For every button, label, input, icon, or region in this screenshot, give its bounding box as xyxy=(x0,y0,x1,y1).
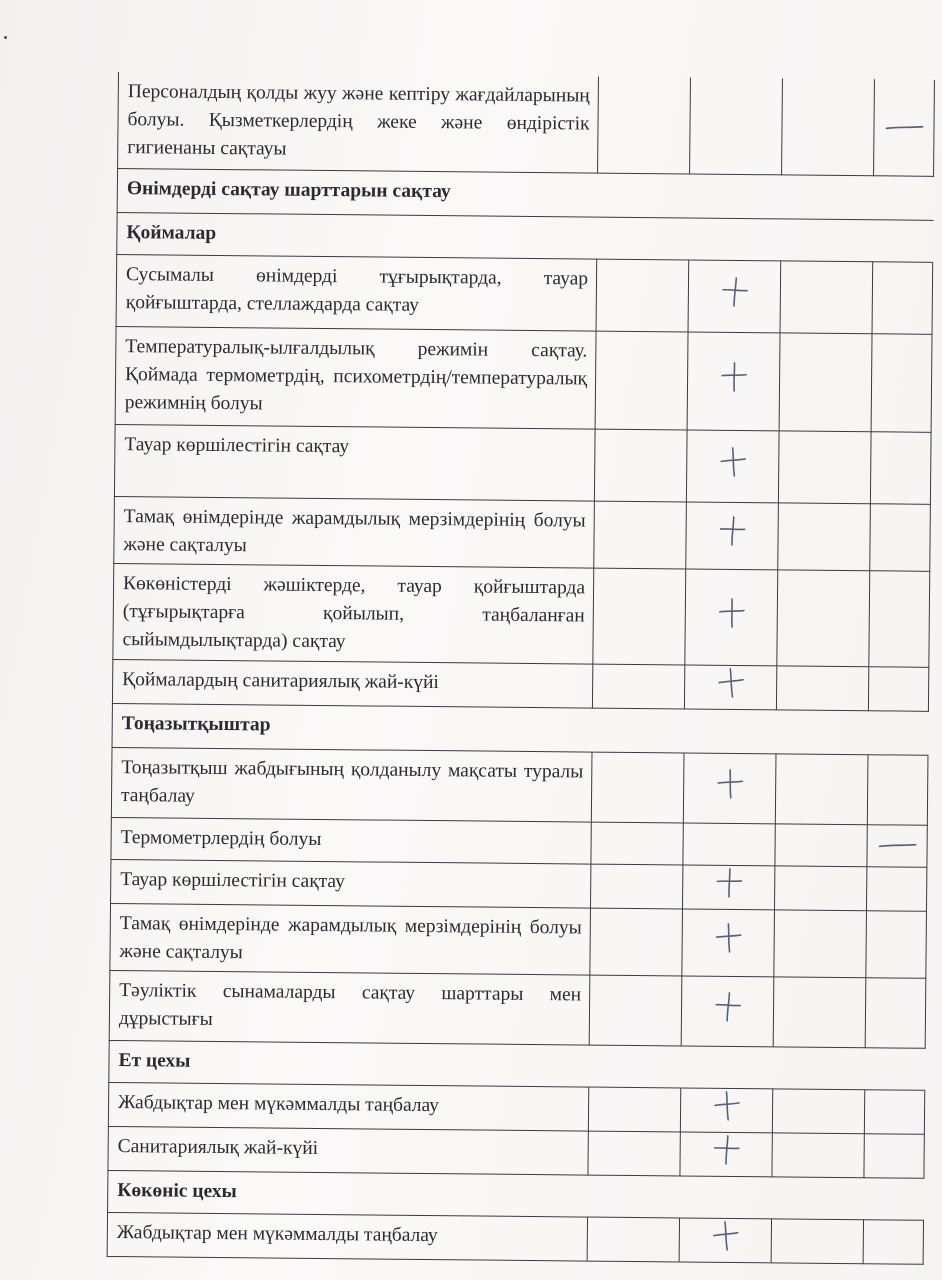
empty-mark-cell xyxy=(870,503,931,571)
handwritten-plus-icon xyxy=(716,665,746,699)
empty-mark-cell xyxy=(591,752,684,823)
dash-mark-cell xyxy=(874,79,935,176)
empty-mark-cell xyxy=(595,331,688,430)
handwritten-plus-icon xyxy=(714,865,744,899)
empty-mark-cell xyxy=(778,502,871,570)
criterion-text: Термометрлердің болуы xyxy=(111,817,591,864)
criterion-text: Санитариялық жай-күйі xyxy=(108,1126,588,1175)
plus-mark-cell xyxy=(686,429,779,502)
plus-mark-cell xyxy=(680,1087,772,1132)
criterion-text: Тауар көршілестігін сақтау xyxy=(111,859,591,908)
criterion-text: Тауар көршілестігін сақтау xyxy=(114,424,595,501)
empty-mark-cell xyxy=(866,866,926,911)
empty-mark-cell xyxy=(772,1132,864,1177)
empty-mark-cell xyxy=(871,333,932,432)
empty-mark-cell xyxy=(779,332,872,431)
inspection-checklist-table xyxy=(107,72,935,1264)
empty-mark-cell xyxy=(683,822,775,865)
empty-mark-cell xyxy=(591,822,683,865)
plus-mark-cell xyxy=(687,331,780,430)
handwritten-plus-icon xyxy=(716,595,746,629)
empty-mark-cell xyxy=(775,753,868,824)
empty-mark-cell xyxy=(864,1133,924,1178)
empty-mark-cell xyxy=(869,570,930,667)
table-row xyxy=(112,659,928,711)
handwritten-plus-icon xyxy=(719,274,749,308)
section-header-row xyxy=(112,703,928,755)
empty-mark-cell xyxy=(865,977,926,1048)
empty-mark-cell xyxy=(589,975,682,1046)
table-row xyxy=(111,859,927,911)
table-row xyxy=(108,1082,924,1134)
plus-mark-cell xyxy=(684,664,776,709)
table-row xyxy=(116,254,933,334)
table-row xyxy=(113,563,930,667)
section-title: Тоңазытқыштар xyxy=(112,703,928,755)
handwritten-plus-icon xyxy=(717,514,747,548)
empty-mark-cell xyxy=(864,1089,924,1134)
empty-mark-cell xyxy=(872,261,933,334)
empty-mark-cell xyxy=(863,1219,923,1264)
empty-mark-cell xyxy=(592,664,684,709)
table-row xyxy=(114,496,931,571)
table-row xyxy=(118,72,935,176)
criterion-text: Тамақ өнімдерінде жарамдылық мерзімдерінің болуы және сақталуы xyxy=(110,903,591,975)
empty-mark-cell xyxy=(598,77,691,174)
section-title: Өнімдерді сақтау шарттарын сақтау xyxy=(117,168,933,220)
criterion-text: Тәуліктік сынамаларды сақтау шарттары мен дұрыстығы xyxy=(109,970,590,1045)
empty-mark-cell xyxy=(868,666,928,711)
criterion-text: Көкөністерді жәшіктерде, тауар қойғыштарда (тұғырықтарға қойылып, таңбаланған сыйымдылықтарда) сақтау xyxy=(113,563,594,664)
handwritten-plus-icon xyxy=(718,359,748,393)
criterion-text: Тоңазытқыш жабдығының қолданылу мақсаты туралы таңбалау xyxy=(111,747,592,822)
handwritten-dash-icon xyxy=(877,840,917,850)
handwritten-dash-icon xyxy=(884,122,924,132)
handwritten-plus-icon xyxy=(711,1088,741,1122)
plus-mark-cell xyxy=(682,908,775,976)
plus-mark-cell xyxy=(685,568,778,665)
plus-mark-cell xyxy=(683,752,776,823)
empty-mark-cell xyxy=(778,430,871,503)
empty-mark-cell xyxy=(588,1087,680,1132)
criterion-text: Сусымалы өнімдерді тұғырықтарда, тауар қойғыштарда, стеллаждарда сақтау xyxy=(116,254,597,331)
table-row xyxy=(114,424,931,504)
section-title: Ет цехы xyxy=(109,1040,925,1090)
table-row xyxy=(107,1212,923,1264)
criterion-text: Қоймалардың санитариялық жай-күйі xyxy=(112,659,592,708)
plus-mark-cell xyxy=(679,1217,771,1262)
scan-speck xyxy=(4,36,7,39)
empty-mark-cell xyxy=(690,77,783,174)
empty-mark-cell xyxy=(775,823,867,866)
section-title: Қоймалар xyxy=(117,212,933,262)
empty-mark-cell xyxy=(774,865,866,910)
empty-mark-cell xyxy=(776,665,868,710)
table-row xyxy=(111,747,928,825)
empty-mark-cell xyxy=(593,568,686,665)
empty-mark-cell xyxy=(587,1217,679,1262)
handwritten-plus-icon xyxy=(713,921,743,955)
empty-mark-cell xyxy=(596,259,689,332)
section-title: Көкөніс цехы xyxy=(108,1170,924,1220)
empty-mark-cell xyxy=(782,78,875,175)
empty-mark-cell xyxy=(594,429,687,502)
dash-mark-cell xyxy=(867,824,927,867)
handwritten-plus-icon xyxy=(718,444,748,478)
empty-mark-cell xyxy=(772,1088,864,1133)
empty-mark-cell xyxy=(870,431,931,504)
empty-mark-cell xyxy=(780,260,873,333)
handwritten-plus-icon xyxy=(710,1218,740,1252)
plus-mark-cell xyxy=(686,501,779,569)
plus-mark-cell xyxy=(681,975,774,1046)
section-header-row xyxy=(117,168,933,220)
table-row xyxy=(109,970,926,1048)
criterion-text: Жабдықтар мен мүкәммалды таңбалау xyxy=(108,1082,588,1131)
criterion-text: Тамақ өнімдерінде жарамдылық мерзімдерінің болуы және сақталуы xyxy=(114,496,595,568)
table-row xyxy=(115,326,932,432)
criterion-text: Температуралық-ылғалдылық режимін сақтау. Қоймада термометрдің, психометрдің/температуралық режимнің болуы xyxy=(115,326,596,429)
handwritten-plus-icon xyxy=(712,989,742,1023)
criterion-text: Жабдықтар мен мүкәммалды таңбалау xyxy=(107,1212,587,1261)
plus-mark-cell xyxy=(682,864,774,909)
empty-mark-cell xyxy=(588,1131,680,1176)
empty-mark-cell xyxy=(590,908,683,976)
table-row xyxy=(110,903,927,978)
table-row xyxy=(108,1126,924,1178)
empty-mark-cell xyxy=(777,569,870,666)
empty-mark-cell xyxy=(774,909,867,977)
empty-mark-cell xyxy=(866,910,927,978)
empty-mark-cell xyxy=(591,864,683,909)
empty-mark-cell xyxy=(771,1218,863,1263)
plus-mark-cell xyxy=(688,259,781,332)
handwritten-plus-icon xyxy=(711,1132,741,1166)
handwritten-plus-icon xyxy=(715,766,745,800)
plus-mark-cell xyxy=(680,1131,772,1176)
empty-mark-cell xyxy=(594,501,687,569)
empty-mark-cell xyxy=(773,976,866,1047)
empty-mark-cell xyxy=(867,754,928,825)
criterion-text: Персоналдың қолды жуу және кептіру жағдайларының болуы. Қызметкерлердің жеке және өндірістік гигиенаны сақтауы xyxy=(118,72,599,173)
